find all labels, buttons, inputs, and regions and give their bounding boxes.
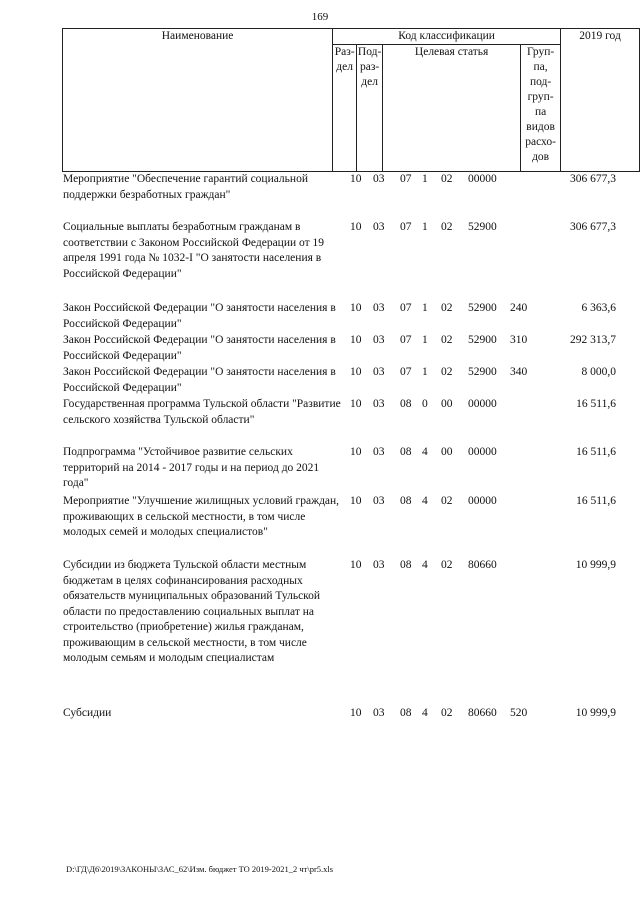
row-amount: 6 363,6 [581,302,616,314]
row-podrazdel: 03 [373,221,385,233]
row-target-program: 08 [400,495,412,507]
row-podrazdel: 03 [373,495,385,507]
row-amount: 306 677,3 [570,173,616,185]
row-name: Социальные выплаты безработным гражданам в соответствии с Законом Российской Федерации от 19 апреля 1991 года № 1032-I "О занятости населения в Российской Федерации" [63,221,325,280]
row-podrazdel: 03 [373,707,385,719]
row-target-event: 02 [441,495,453,507]
row-target-program: 08 [400,707,412,719]
header-gruppa: Груп- па, под- груп- па видов расхо- дов [521,45,561,172]
row-target-direction: 52900 [468,221,497,233]
row-target-direction: 80660 [468,559,497,571]
row-target-program: 07 [400,221,412,233]
header-code-group: Код классификации [333,29,561,45]
row-target-subprogram: 0 [422,398,428,410]
header-razdel: Раз- дел [333,45,357,172]
row-target-direction: 00000 [468,398,497,410]
row-amount: 292 313,7 [570,334,616,346]
row-name: Субсидии из бюджета Тульской области местным бюджетам в целях софинансирования расходных обязательств муниципальных образований Тульской области по предоставлению социальных выплат на строительство (приобретение) жилья гражданам, проживающим в сельской местности, в том числе молодым семьям и молодым специалистам [63,559,321,664]
row-target-program: 07 [400,334,412,346]
row-amount: 306 677,3 [570,221,616,233]
row-razdel: 10 [350,495,362,507]
row-expense-type: 240 [510,302,528,314]
row-target-program: 07 [400,366,412,378]
row-target-event: 00 [441,446,453,458]
row-target-program: 08 [400,446,412,458]
row-razdel: 10 [350,707,362,719]
row-name: Мероприятие "Обеспечение гарантий социальной поддержки безработных граждан" [63,173,308,201]
row-name: Государственная программа Тульской области "Развитие сельского хозяйства Тульской области" [63,398,341,426]
row-razdel: 10 [350,173,362,185]
row-name: Мероприятие "Улучшение жилищных условий граждан, проживающих в сельской местности, в том числе молодых семей и молодых специалистов" [63,495,340,538]
row-podrazdel: 03 [373,366,385,378]
row-podrazdel: 03 [373,559,385,571]
row-expense-type: 520 [510,707,528,719]
row-razdel: 10 [350,302,362,314]
row-amount: 10 999,9 [575,707,616,719]
row-target-event: 02 [441,366,453,378]
row-podrazdel: 03 [373,173,385,185]
row-podrazdel: 03 [373,302,385,314]
row-expense-type: 340 [510,366,528,378]
row-amount: 16 511,6 [576,495,616,507]
row-target-direction: 00000 [468,173,497,185]
row-amount: 16 511,6 [576,398,616,410]
row-target-subprogram: 1 [422,221,428,233]
row-target-direction: 52900 [468,302,497,314]
header-celevaya-statya: Целевая статья [383,45,521,172]
row-name: Подпрограмма "Устойчивое развитие сельских территорий на 2014 - 2017 годы и на период до 2021 года" [63,446,320,489]
row-target-subprogram: 4 [422,446,428,458]
row-amount: 16 511,6 [576,446,616,458]
row-razdel: 10 [350,334,362,346]
row-target-event: 02 [441,173,453,185]
row-amount: 8 000,0 [581,366,616,378]
row-target-subprogram: 4 [422,559,428,571]
row-podrazdel: 03 [373,398,385,410]
header-name: Наименование [63,29,333,172]
row-target-event: 02 [441,302,453,314]
row-podrazdel: 03 [373,334,385,346]
row-target-direction: 00000 [468,495,497,507]
row-amount: 10 999,9 [575,559,616,571]
row-target-event: 02 [441,559,453,571]
row-podrazdel: 03 [373,446,385,458]
row-target-event: 00 [441,398,453,410]
row-target-program: 08 [400,398,412,410]
row-target-subprogram: 4 [422,707,428,719]
row-target-subprogram: 4 [422,495,428,507]
page-number: 169 [311,11,329,23]
row-target-subprogram: 1 [422,302,428,314]
row-razdel: 10 [350,398,362,410]
row-target-subprogram: 1 [422,173,428,185]
row-name: Закон Российской Федерации "О занятости населения в Российской Федерации" [63,334,336,362]
row-expense-type: 310 [510,334,528,346]
row-target-direction: 00000 [468,446,497,458]
row-razdel: 10 [350,366,362,378]
header-podrazdel: Под- раз- дел [357,45,383,172]
row-target-event: 02 [441,334,453,346]
row-razdel: 10 [350,221,362,233]
row-target-program: 08 [400,559,412,571]
row-target-direction: 80660 [468,707,497,719]
row-target-subprogram: 1 [422,366,428,378]
row-target-event: 02 [441,221,453,233]
row-name: Субсидии [63,707,112,719]
header-year: 2019 год [561,29,640,172]
row-razdel: 10 [350,559,362,571]
row-name: Закон Российской Федерации "О занятости населения в Российской Федерации" [63,366,336,394]
file-path-footer: D:\ГД\Д6\2019\ЗАКОНЫ\ЗАС_62\Изм. бюджет ТО 2019-2021_2 чт\pr5.xls [66,864,334,874]
row-name: Закон Российской Федерации "О занятости населения в Российской Федерации" [63,302,336,330]
row-target-program: 07 [400,302,412,314]
row-target-direction: 52900 [468,334,497,346]
row-razdel: 10 [350,446,362,458]
row-target-program: 07 [400,173,412,185]
row-target-direction: 52900 [468,366,497,378]
row-target-event: 02 [441,707,453,719]
row-target-subprogram: 1 [422,334,428,346]
